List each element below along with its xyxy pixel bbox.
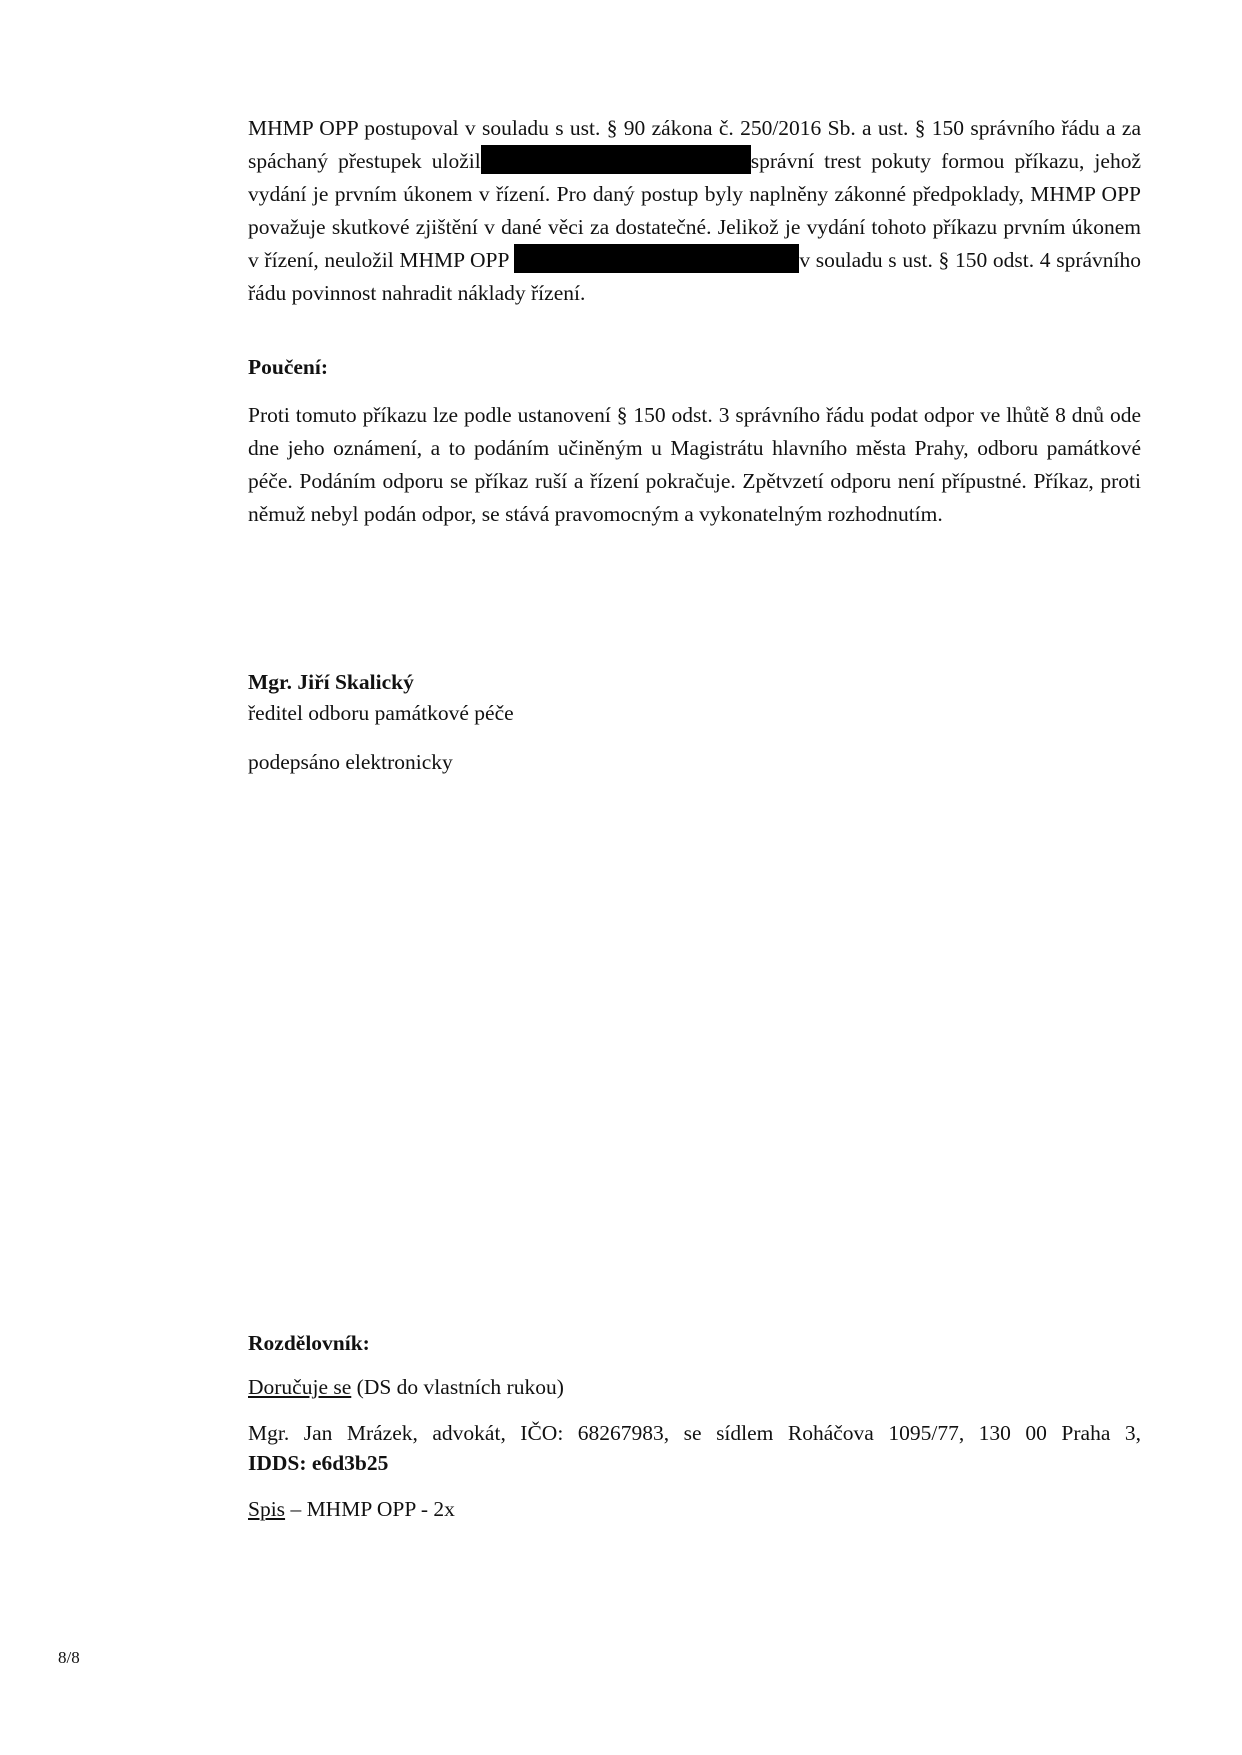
spis-text: – MHMP OPP - 2x (285, 1497, 455, 1521)
pouceni-heading: Poučení: (248, 355, 329, 379)
signatory-title: ředitel odboru památkové péče (248, 701, 514, 725)
pouceni-text: Proti tomuto příkazu lze podle ustanovení § 150 odst. 3 správního řádu podat odpor ve lhůtě 8 dnů ode dne jeho oznámení, a to podáním učiněným u Magistrátu hlavního města Prahy, odboru památkové péče. Podáním odporu se příkaz ruší a řízení pokračuje. Zpětvzetí odporu není přípustné. Příkaz, proti němuž nebyl podán odpor, se stává pravomocným a vykonatelným rozhodnutím. (248, 403, 1141, 526)
delivery-line (248, 1372, 564, 1402)
signatory-name: Mgr. Jiří Skalický (248, 670, 414, 694)
paragraph-decision-part2: správní trest pokuty formou příkazu, jehož vydání je prvním úkonem v řízení. Pro daný postup byly naplněny zákonné předpoklady, MHMP OPP považuje skutkové zjištění v dané věci za dostatečné. Jelikož je vydání tohoto příkazu prvním úkonem v řízení, neuložil MHMP OPP (248, 149, 1141, 272)
spis-line (248, 1494, 455, 1524)
paragraph-decision (248, 112, 1141, 310)
redaction-bar (481, 145, 751, 174)
delivery-label: Doručuje se (248, 1375, 352, 1399)
distribution-heading: Rozdělovník: (248, 1331, 370, 1355)
recipient-idds: IDDS: e6d3b25 (248, 1451, 389, 1475)
paragraph-decision-part3: v souladu s ust. § 150 odst. 4 správního řádu povinnost nahradit náklady řízení. (248, 248, 1141, 305)
delivery-note: (DS do vlastních rukou) (351, 1375, 564, 1399)
page-number: 8/8 (58, 1648, 80, 1667)
paragraph-decision-part1: MHMP OPP postupoval v souladu s ust. § 90 zákona č. 250/2016 Sb. a ust. § 150 správního řádu a za spáchaný přestupek uložil (248, 116, 1141, 173)
spis-label: Spis (248, 1497, 286, 1521)
recipient-line: Mgr. Jan Mrázek, advokát, IČO: 68267983, se sídlem Roháčova 1095/77, 130 00 Praha 3, (248, 1421, 1141, 1445)
redaction-bar (514, 244, 799, 273)
signature-note: podepsáno elektronicky (248, 750, 453, 774)
